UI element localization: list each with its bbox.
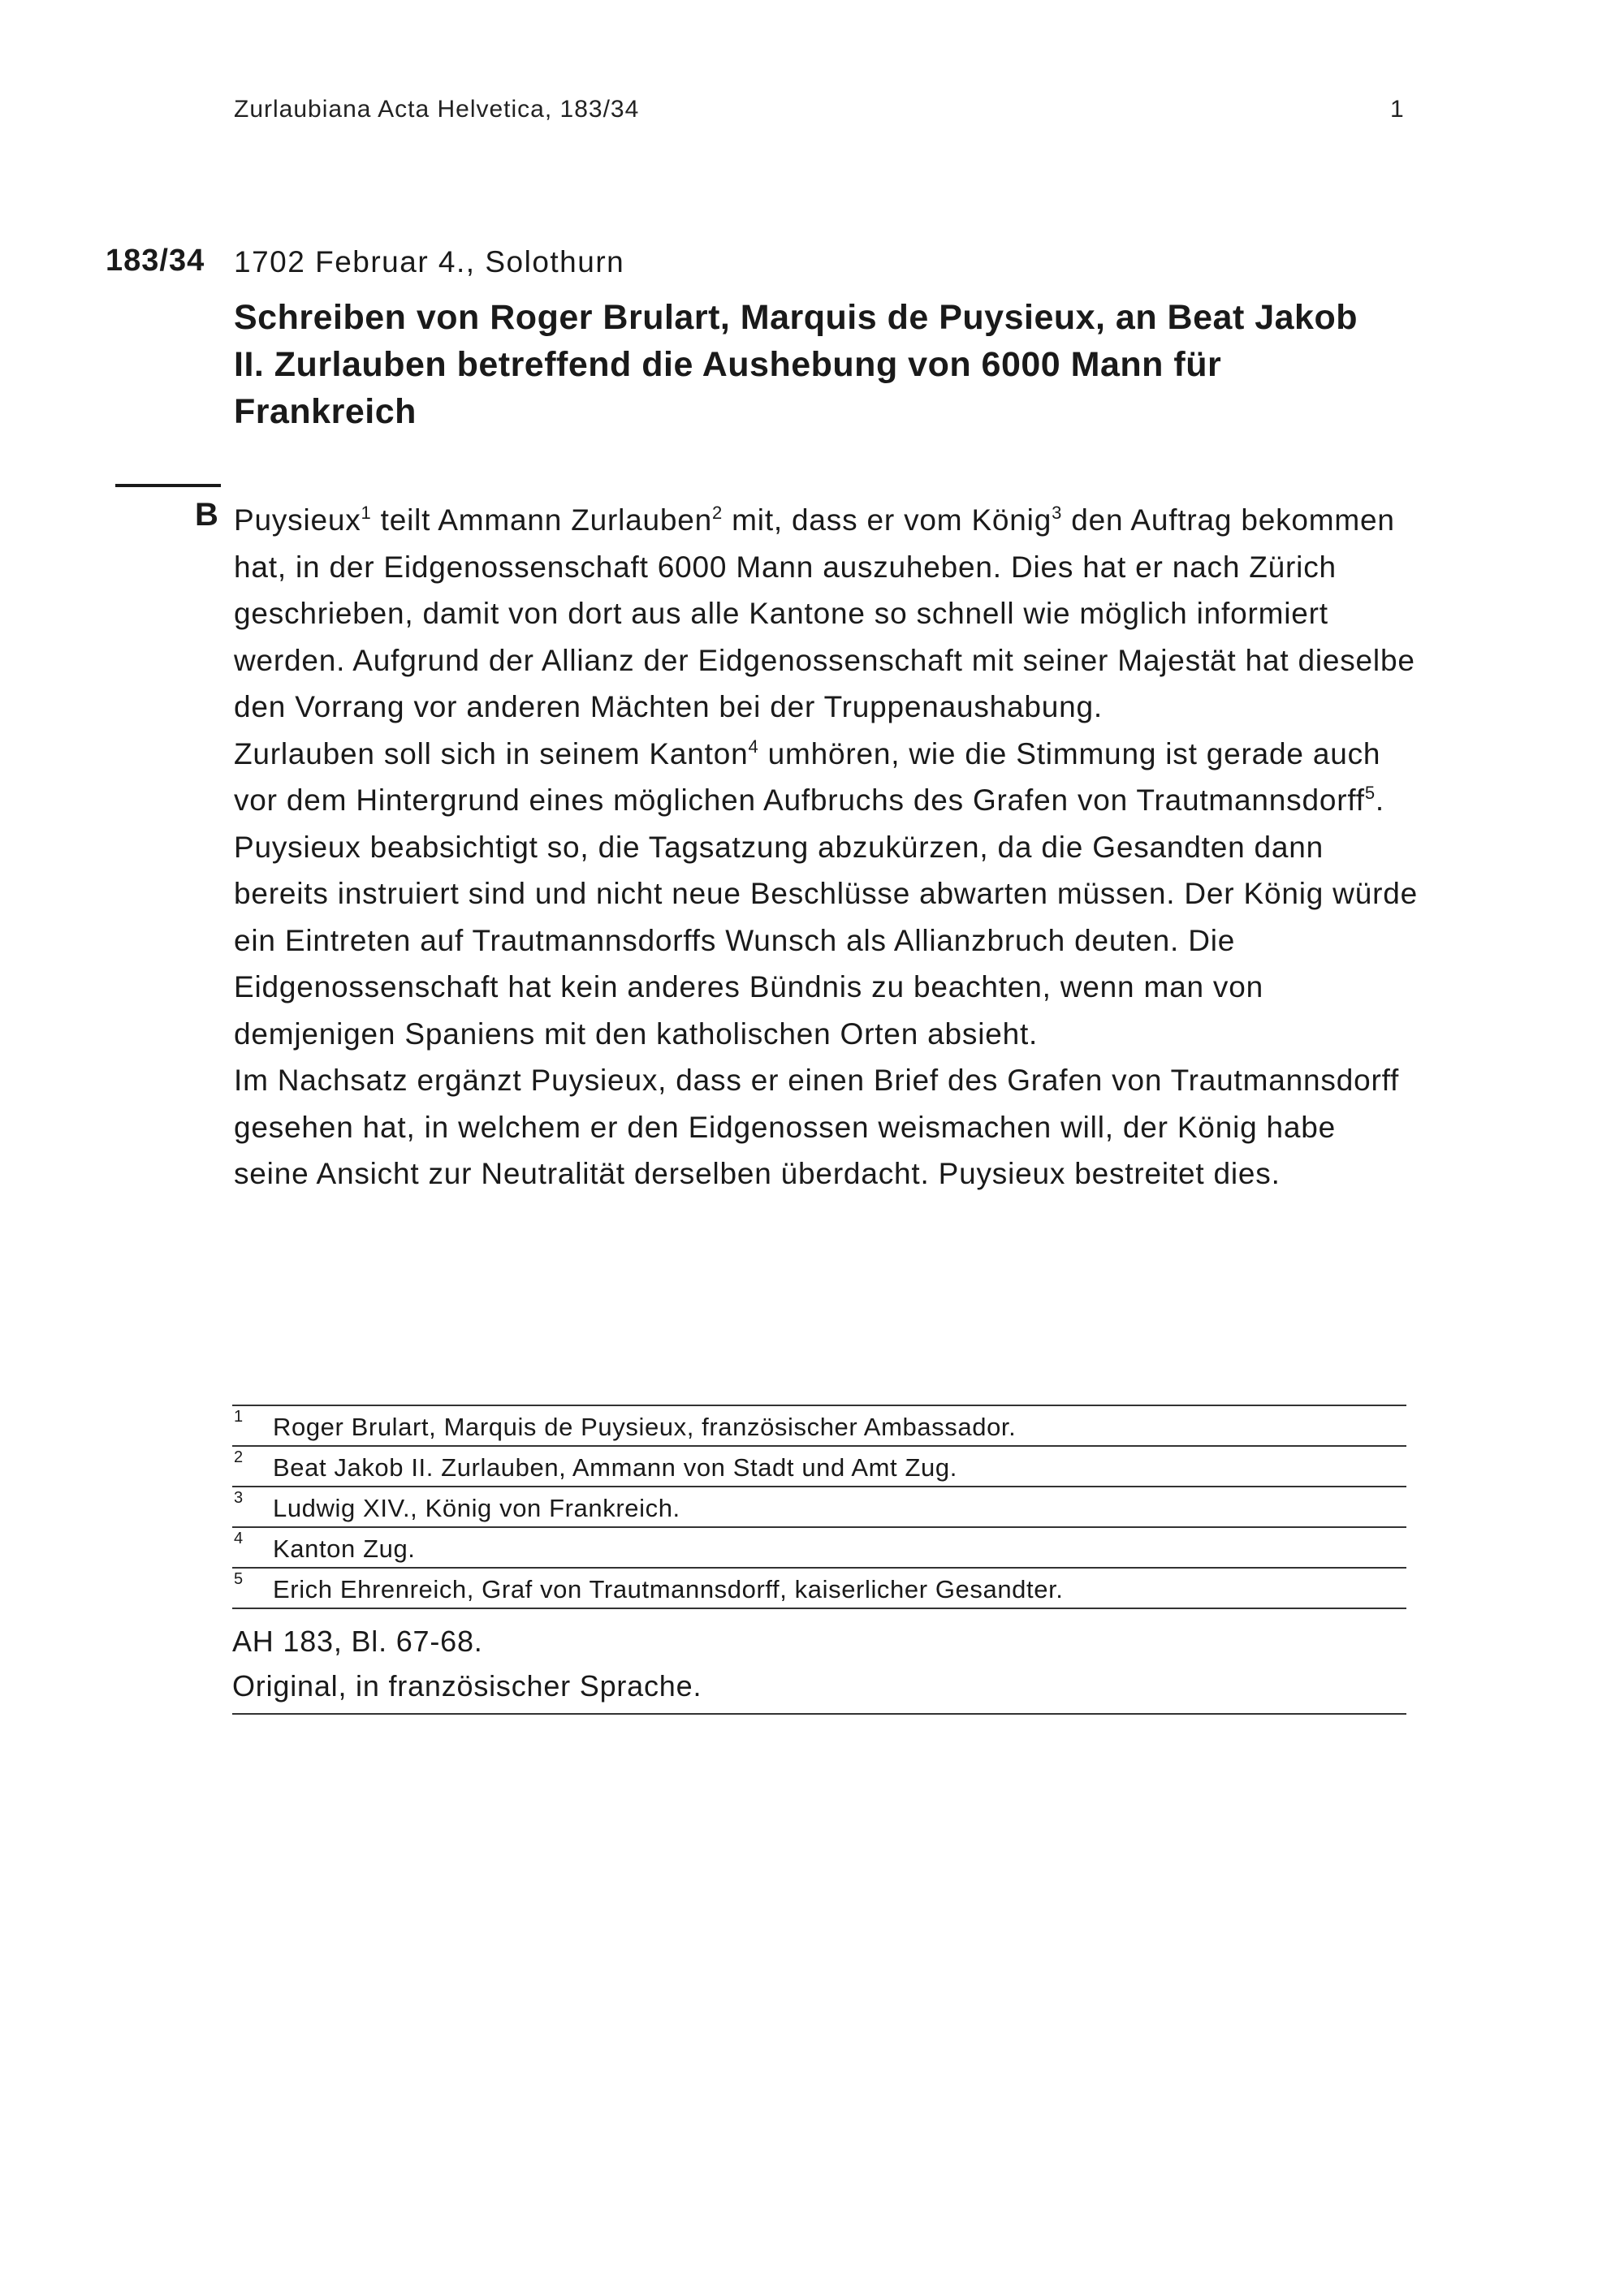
summary-paragraph (234, 497, 1419, 731)
footnote-ref: 1 (361, 503, 372, 523)
footnote-text: Beat Jakob II. Zurlauben, Ammann von Stadt und Amt Zug. (273, 1453, 957, 1482)
summary-text-run: Puysieux (234, 503, 361, 537)
footnote-text: Kanton Zug. (273, 1534, 416, 1563)
footnote-ref: 5 (1364, 783, 1376, 803)
footnote-number: 1 (234, 1408, 244, 1426)
document-number: 183/34 (106, 244, 205, 278)
footnote-text: Ludwig XIV., König von Frankreich. (273, 1494, 680, 1522)
page-number: 1 (1390, 96, 1404, 123)
running-head: Zurlaubiana Acta Helvetica, 183/34 (234, 96, 640, 123)
summary-paragraph (234, 731, 1419, 1058)
summary-text-run: mit, dass er vom König (723, 503, 1052, 537)
summary-text-run: den Auftrag bekommen hat, in der Eidgenossenschaft 6000 Mann auszuheben. Dies hat er nach Zürich geschrieben, damit von dort aus alle Kantone so schnell wie möglich informiert werden. Aufgrund der Allianz der Eidgenossenschaft mit seiner Majestät hat dieselbe den Vorrang vor anderen Mächten bei der Truppenaushabung. (234, 503, 1415, 723)
footnote-text: Erich Ehrenreich, Graf von Trautmannsdorff, kaiserlicher Gesandter. (273, 1575, 1064, 1603)
summary-text-run: teilt Ammann Zurlauben (371, 503, 713, 537)
footnote-number: 5 (234, 1570, 244, 1588)
footnotes (232, 1405, 1406, 1609)
summary-paragraph: Im Nachsatz ergänzt Puysieux, dass er einen Brief des Grafen von Trautmannsdorff gesehen hat, in welchem er den Eidgenossen weismachen will, der König habe seine Ansicht zur Neutralität derselben überdacht. Puysieux bestreitet dies. (234, 1064, 1400, 1190)
margin-letter: B (195, 497, 218, 533)
footnote (232, 1487, 1406, 1528)
footnote (232, 1406, 1406, 1447)
document-date-place: 1702 Februar 4., Solothurn (234, 245, 625, 278)
summary-text-run: umhören, wie die Stimmung ist gerade auch vor dem Hintergrund eines möglichen Aufbruchs des Grafen von Trautmannsdorff (234, 736, 1381, 817)
document-title: Schreiben von Roger Brulart, Marquis de Puysieux, an Beat Jakob II. Zurlauben betreffend die Aushebung von 6000 Mann für Frankreich (234, 298, 1358, 431)
margin-rule (115, 484, 221, 487)
source-signature: AH 183, Bl. 67-68. (232, 1625, 483, 1658)
footnote (232, 1569, 1406, 1609)
footnote-number: 3 (234, 1489, 244, 1507)
footnote-number: 2 (234, 1448, 244, 1466)
footnote-ref: 2 (712, 503, 723, 523)
footnote-ref: 3 (1052, 503, 1063, 523)
footnote (232, 1528, 1406, 1569)
footnote-number: 4 (234, 1530, 244, 1547)
footnote-ref: 4 (748, 736, 759, 757)
summary-text (234, 497, 1419, 1198)
summary-text-run: Zurlauben soll sich in seinem Kanton (234, 736, 749, 770)
source-block (232, 1619, 1406, 1715)
source-note: Original, in französischer Sprache. (232, 1669, 702, 1703)
footnote-text: Roger Brulart, Marquis de Puysieux, französischer Ambassador. (273, 1413, 1017, 1441)
summary-text-run: . Puysieux beabsichtigt so, die Tagsatzung abzukürzen, da die Gesandten dann bereits instruiert sind und nicht neue Beschlüsse abwarten müssen. Der König würde ein Eintreten auf Trautmannsdorffs Wunsch als Allianzbruch deuten. Die Eidgenossenschaft hat kein anderes Bündnis zu beachten, wenn man von demjenigen Spaniens mit den katholischen Orten absieht. (234, 783, 1418, 1051)
footnote (232, 1447, 1406, 1487)
